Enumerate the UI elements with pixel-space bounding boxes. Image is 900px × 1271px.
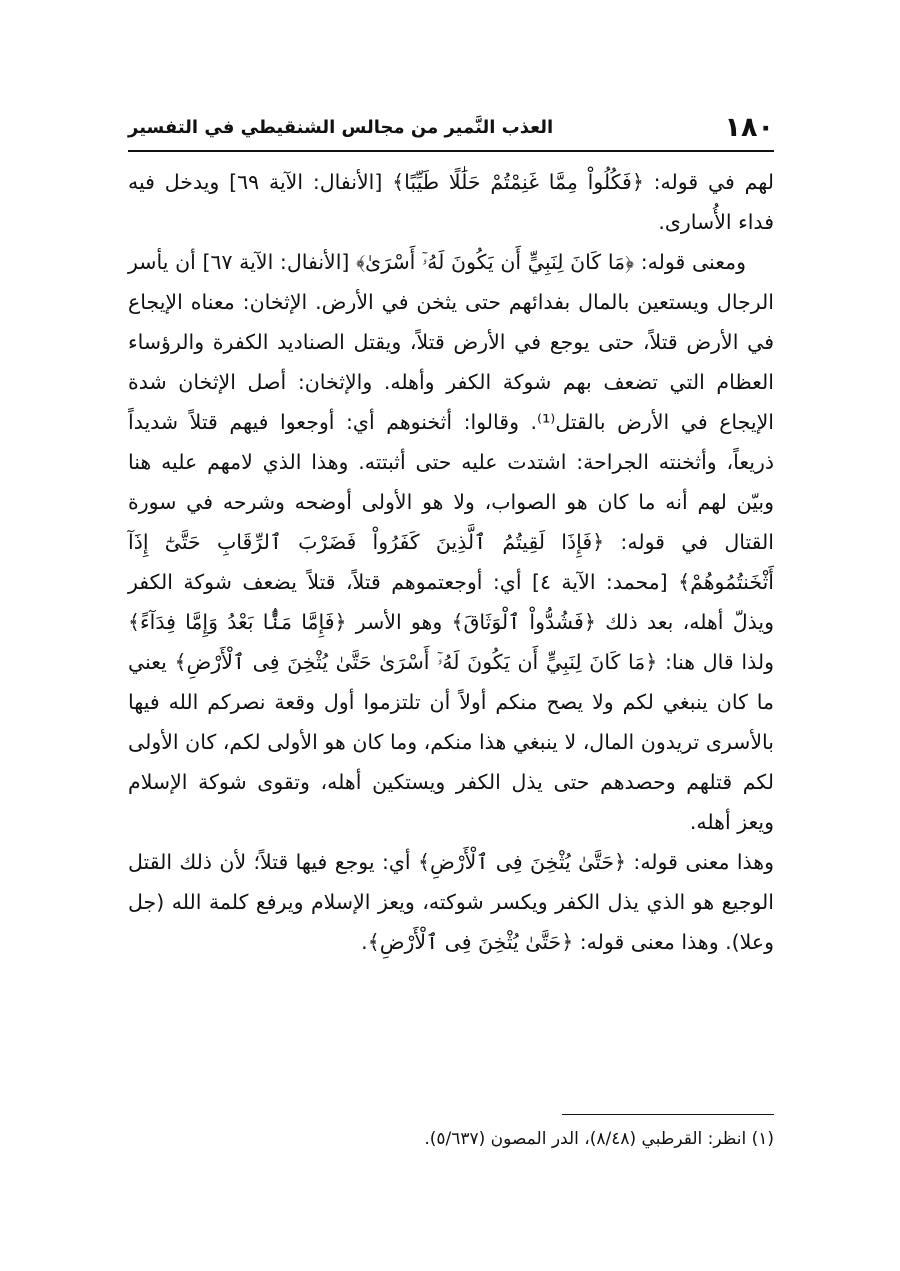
book-page	[128, 104, 774, 1184]
main-text	[128, 162, 774, 962]
paragraph-1: لهم في قوله: ﴿فَكُلُواْ مِمَّا غَنِمْتُمْ حَلَٰلًا طَيِّبًا﴾ [الأنفال: الآية ٦٩] ويدخل فيه فداء الأُسارى.	[128, 170, 774, 234]
book-title: العذب النَّمير من مجالس الشنقيطي في التفسير	[128, 116, 554, 138]
page-number: ١٨٠	[724, 111, 774, 143]
running-header	[128, 104, 774, 152]
footnote: (١) انظر: القرطبي (٨/٤٨)، الدر المصون (٥/٦٣٧).	[424, 1129, 774, 1149]
paragraph-2: ومعنى قوله: ﴿مَا كَانَ لِنَبِيٍّ أَن يَكُونَ لَهُۥٓ أَسْرَىٰ﴾ [الأنفال: الآية ٦٧] أن يأسر الرجال ويستعين بالمال بفدائهم حتى يثخن في الأرض. الإثخان: معناه الإيجاع في الأرض قتلاً، حتى يوجع في الأرض قتلاً، ويقتل الصناديد الكفرة والرؤساء العظام التي تضعف بهم شوكة الكفر وأهله. والإثخان: أصل الإثخان شدة الإيجاع في الأرض بالقتل⁽¹⁾. وقالوا: أثخنوهم أي: أوجعوا فيهم قتلاً شديداً ذريعاً، وأثخنته الجراحة: اشتدت عليه حتى أثبتته. وهذا الذي لامهم عليه هنا وبيّن لهم أنه ما كان هو الصواب، ولا هو الأولى أوضحه وشرحه في سورة القتال في قوله: ﴿فَإِذَا لَقِيتُمُ ٱلَّذِينَ كَفَرُواْ فَضَرْبَ ٱلرِّقَابِ حَتَّىٰٓ إِذَآ أَثْخَنتُمُوهُمْ﴾ [محمد: الآية ٤] أي: أوجعتموهم قتلاً، قتلاً يضعف شوكة الكفر ويذلّ أهله، بعد ذلك ﴿فَشُدُّواْ ٱلْوَثَاقَ﴾ وهو الأسر ﴿فَإِمَّا مَنًّۢا بَعْدُ وَإِمَّا فِدَآءً﴾ ولذا قال هنا: ﴿مَا كَانَ لِنَبِيٍّ أَن يَكُونَ لَهُۥٓ أَسْرَىٰ حَتَّىٰ يُثْخِنَ فِى ٱلْأَرْضِ﴾ يعني ما كان ينبغي لكم ولا يصح منكم أولاً أن تلتزموا أول وقعة نصركم الله فيها بالأسرى تريدون المال، لا ينبغي هذا منكم، وما كان هو الأولى لكم، كان الأولى لكم قتلهم وحصدهم حتى يذل الكفر ويستكين أهله، وتقوى شوكة الإسلام ويعز أهله.	[128, 250, 775, 834]
paragraph-3: وهذا معنى قوله: ﴿حَتَّىٰ يُثْخِنَ فِى ٱلْأَرْضِ﴾ أي: يوجع فيها قتلاً؛ لأن ذلك القتل الوجيع هو الذي يذل الكفر ويكسر شوكته، ويعز الإسلام ويرفع كلمة الله (جل وعلا). وهذا معنى قوله: ﴿حَتَّىٰ يُثْخِنَ فِى ٱلْأَرْضِ﴾.	[128, 850, 774, 954]
footnote-divider	[562, 1114, 774, 1115]
